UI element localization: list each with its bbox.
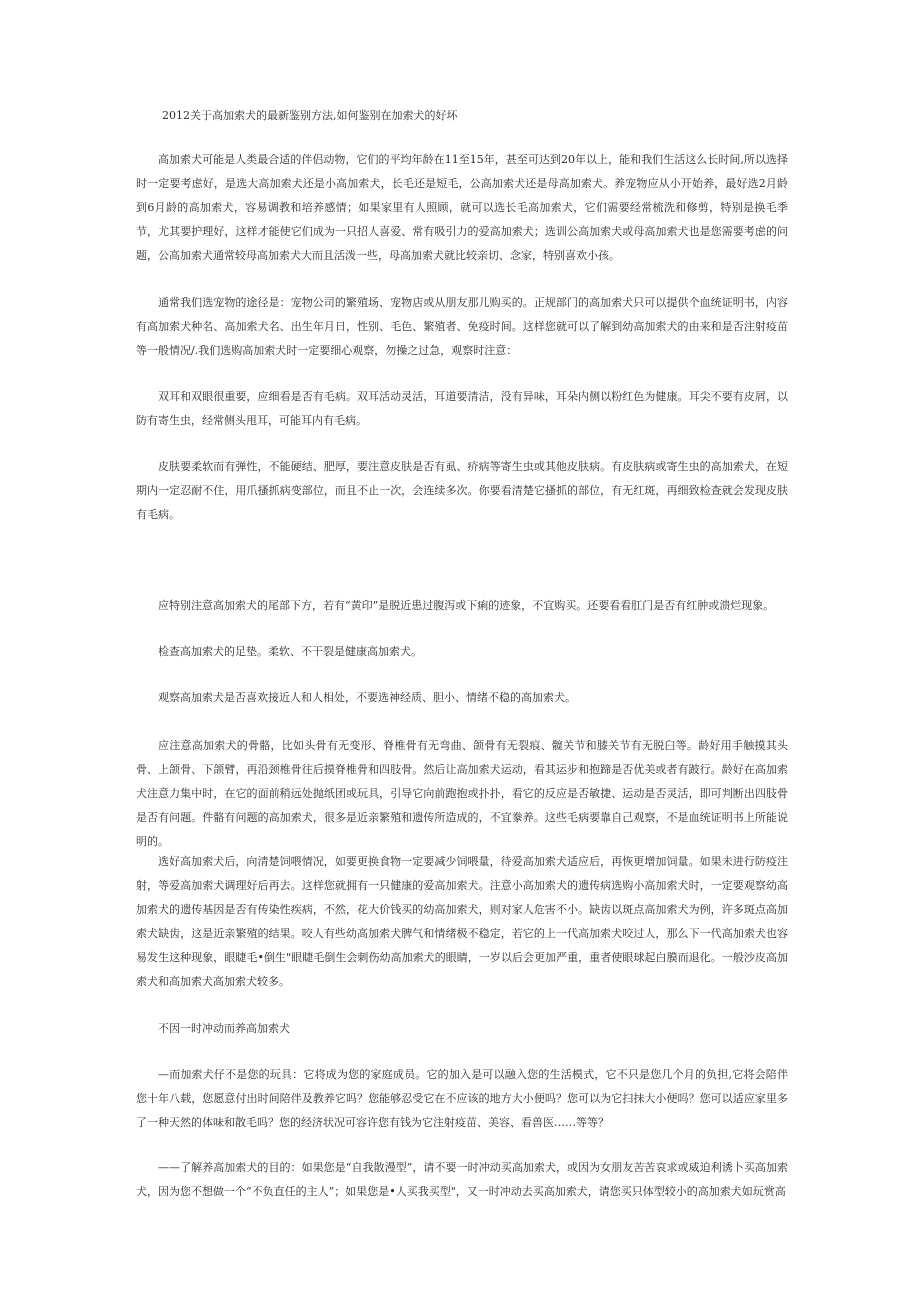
paragraph-not-a-toy: —而加索犬仔不是您的玩具：它将成为您的家庭成员。它的加入是可以融入您的生活模式，它不只是您几个月的负担,它将会陪伴您十年八载，您愿意付出时间陪伴及教养它吗？您能够忍受它在不应该的地方大小便吗？您可以为它扫抹大小便吗？您可以适应家里多了一种天然的体味和散毛吗？您的经济状况可容许您有钱为它注射疫苗、美容、看兽医……等等？ (136, 1068, 788, 1129)
paragraph-tail-area: 应特别注意高加索犬的尾部下方，若有“黄印”是脱近患过腹泻或下痢的迹象，不宜购买。还要看看肛门是否有红肿或溃烂现象。 (158, 599, 775, 612)
section-heading-impulse: 不因一时冲动而养高加索犬 (158, 1022, 290, 1035)
paragraph-skin: 皮肤要柔软而有弹性，不能硬结、肥厚，要注意皮肤是否有虱、疥病等寄生虫或其他皮肤病。有皮肤病或寄生虫的高加索犬，在短期内一定忍耐不住，用爪搔抓病变部位，而且不止一次，会连续多次。你要看清楚它搔抓的部位，有无红斑，再细致检查就会发现皮肤有毛病。 (136, 460, 788, 521)
paragraph-ears-eyes: 双耳和双眼很重要，应细看是否有毛病。双耳活动灵活，耳道要清洁，没有异味，耳朵内侧以粉红色为健康。耳尖不要有皮屑，以防有寄生虫，经常侧头甩耳，可能耳内有毛病。 (136, 390, 788, 427)
paragraph-after-purchase: 选好高加索犬后，向清楚饲喂情况，如要更换食物一定要减少饲喂量，待爱高加索犬适应后，再恢更增加饲量。如果未进行防疫注射，等爱高加索犬调理好后再去。这样您就拥有一只健康的爱高加索犬。注意小高加索犬的遗传病选购小高加索犬时，一定要观察幼高加索犬的遗传基因是否有传染性疾病，不然，花大价钱买的幼高加索犬，则对家人危害不小。缺齿以斑点高加索犬为例，许多斑点高加索犬缺齿，这是近亲繁殖的结果。咬人有些幼高加索犬脾气和情绪极不稳定，若它的上一代高加索犬咬过人，那么下一代高加索犬也容易发生这种现象，眼睫毛•倒生"眼睫毛倒生会刺伤幼高加索犬的眼睛，一岁以后会更加严重，重者使眼球起白膜而退化。一般沙皮高加索犬和高加索犬高加索犬较多。 (136, 855, 788, 988)
paragraph-foot-pads: 检查高加索犬的足垫。柔软、不干裂是健康高加索犬。 (158, 645, 422, 658)
document-title: 2012关于高加索犬的最新鉴别方法,如何鉴别在加索犬的好坏 (162, 109, 458, 122)
paragraph-temperament: 观察高加索犬是否喜欢接近人和人相处，不要选神经质、胆小、情绪不稳的高加索犬。 (158, 691, 576, 704)
paragraph-purchase-channels: 通常我们选宠物的途径是：宠物公司的繁殖场、宠物店或从朋友那儿购买的。正规部门的高加索犬只可以提供个血统证明书，内容有高加索犬种名、高加索犬名、出生年月日，性别、毛色、繁殖者、免疫时间。这样您就可以了解到幼高加索犬的由来和是否注射疫苗等一般情况/.我们选购高加索犬时一定要细心观察，勿操之过急，观察时注意： (136, 296, 788, 357)
paragraph-skeleton: 应注意高加索犬的骨骼，比如头骨有无变形、脊椎骨有无弯曲、颌骨有无裂痕、髋关节和膝关节有无脱臼等。龄好用手触摸其头骨、上颌骨、下颌臂，再沿颈椎骨往后摸脊椎骨和四肢骨。然后让高加索犬运动，看其运步和抱蹄是否优美或者有跛行。龄好在高加索犬注意力集中时，在它的面前稍远处抛纸团或玩具，引导它向前跑抱或扑扑，看它的反应是否敏捷、运动是否灵活，即可判断出四肢骨是否有问题。件骼有问题的高加索犬，很多是近亲繁殖和遗传所造成的，不宜豢养。这些毛病要靠自己观察，不是血统证明书上所能说明的。 (136, 739, 788, 848)
paragraph-purpose: ——了解养高加索犬的目的：如果您是“自我散漫型”，请不要一时冲动买高加索犬，或因为女朋友苦苦哀求或威迫利诱卜买高加索犬，因为您不想做一个“不负直任的主人”；如果您是•人买我买型"，又一时冲动去买高加索犬，请您买只体型较小的高加索犬如玩赏高 (136, 1161, 788, 1198)
paragraph-lifespan-selection: 高加索犬可能是人类最合适的伴侣动物，它们的平均年龄在11至15年，甚至可达到20年以上，能和我们生活这么长时间,所以选择时一定要考虑好，是选大高加索犬还是小高加索犬，长毛还是短毛，公高加索犬还是母高加索犬。养宠物应从小开始养，最好选2月龄到6月龄的高加索犬，容易调教和培养感情；如果家里有人照顾，就可以选长毛高加索犬，它们需要经常梳洗和修剪，特别是换毛季节，尤其要护理好，这样才能使它们成为一只招人喜爱、常有吸引力的爱高加索犬；选训公高加索犬或母高加索犬也是您需要考虑的问题，公高加索犬通常较母高加索犬大而且活泼一些，母高加索犬就比较亲切、念家，特别喜欢小孩。 (136, 153, 788, 262)
